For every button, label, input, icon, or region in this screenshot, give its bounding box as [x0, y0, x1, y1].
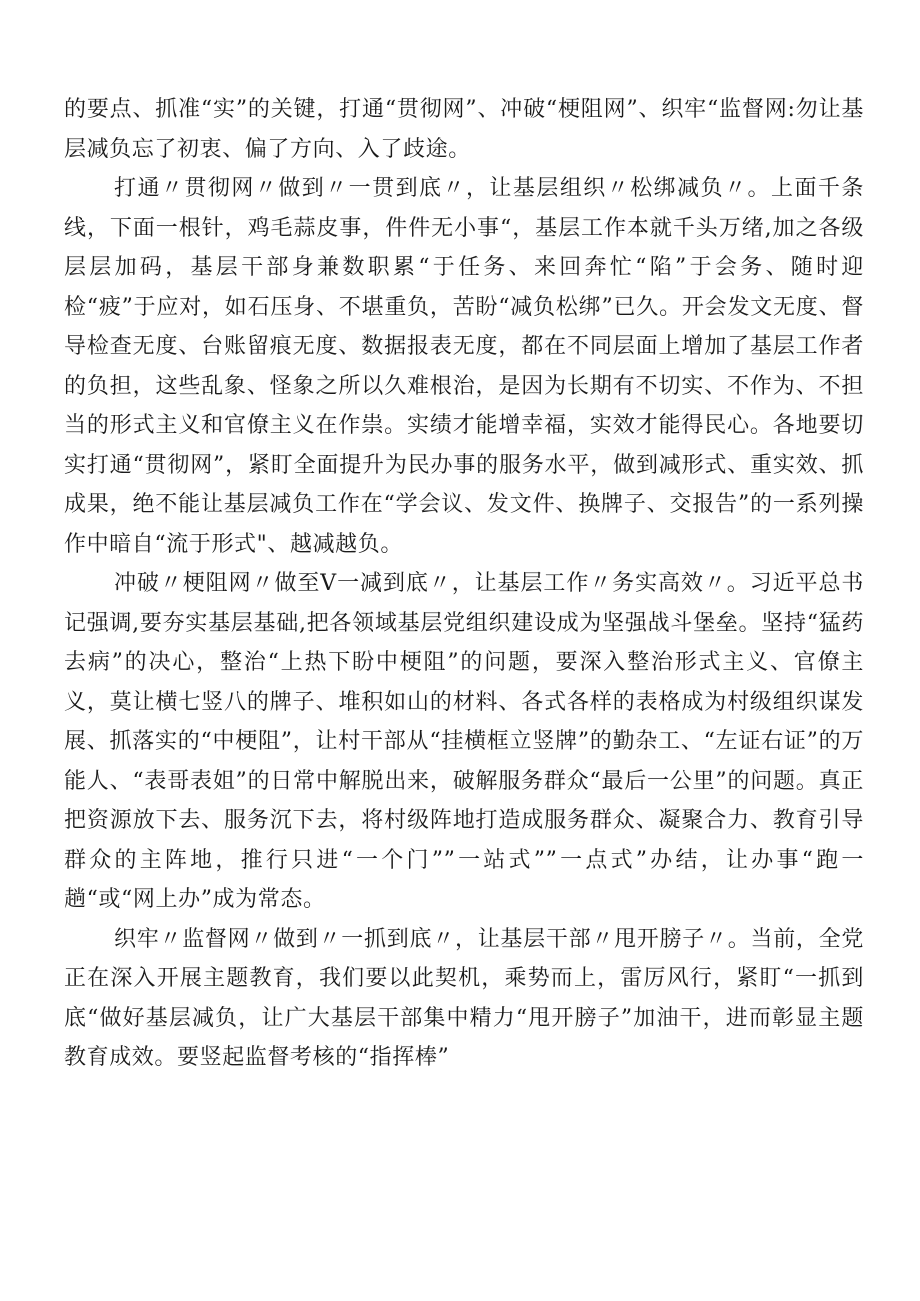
document-body: [64, 90, 864, 1078]
paragraph-3: 冲破〃梗阻网〃做至V一减到底〃，让基层工作〃务实高效〃。习近平总书记强调,要夯实基层基础,把各领域基层党组织建设成为坚强战斗堡垒。坚持“猛药去病”的决心，整治“上热下盼中梗阻”的问题，要深入整治形式主义、官僚主义，莫让横七竖八的牌子、堆积如山的材料、各式各样的表格成为村级组织谋发展、抓落实的“中梗阻”，让村干部从“挂横框立竖牌”的勤杂工、“左证右证”的万能人、“表哥表姐”的日常中解脱出来，破解服务群众“最后一公里”的问题。真正把资源放下去、服务沉下去，将村级阵地打造成服务群众、凝聚合力、教育引导群众的主阵地，推行只进“一个门””一站式””一点式”办结，让办事“跑一趟“或“网上办”成为常态。: [64, 571, 864, 912]
paragraph-2: 打通〃贯彻网〃做到〃一贯到底〃，让基层组织〃松绑减负〃。上面千条线，下面一根针，鸡毛蒜皮事，件件无小事“，基层工作本就千头万绪,加之各级层层加码，基层干部身兼数职累“于任务、来回奔忙“陷”于会务、随时迎检“疲”于应对，如石压身、不堪重负，苦盼“减负松绑”已久。开会发文无度、督导检查无度、台账留痕无度、数据报表无度，都在不同层面上增加了基层工作者的负担，这些乱象、怪象之所以久难根治，是因为长期有不切实、不作为、不担当的形式主义和官僚主义在作祟。实绩才能增幸福，实效才能得民心。各地要切实打通“贯彻网”，紧盯全面提升为民办事的服务水平，做到减形式、重实效、抓成果，绝不能让基层减负工作在“学会议、发文件、换牌子、交报告”的一系列操作中暗自“流于形式"、越减越负。: [64, 176, 864, 557]
paragraph-4: 织牢〃监督网〃做到〃一抓到底〃，让基层干部〃甩开膀子〃。当前，全党正在深入开展主题教育，我们要以此契机，乘势而上，雷厉风行，紧盯“一抓到底“做好基层减负，让广大基层干部集中精力“甩开膀子”加油干，进而彰显主题教育成效。要竖起监督考核的“指挥棒”: [64, 926, 864, 1070]
paragraph-1: 的要点、抓准“实”的关键，打通“贯彻网”、冲破“梗阻网”、织牢“监督网:勿让基层减负忘了初衷、偏了方向、入了歧途。: [64, 97, 864, 162]
